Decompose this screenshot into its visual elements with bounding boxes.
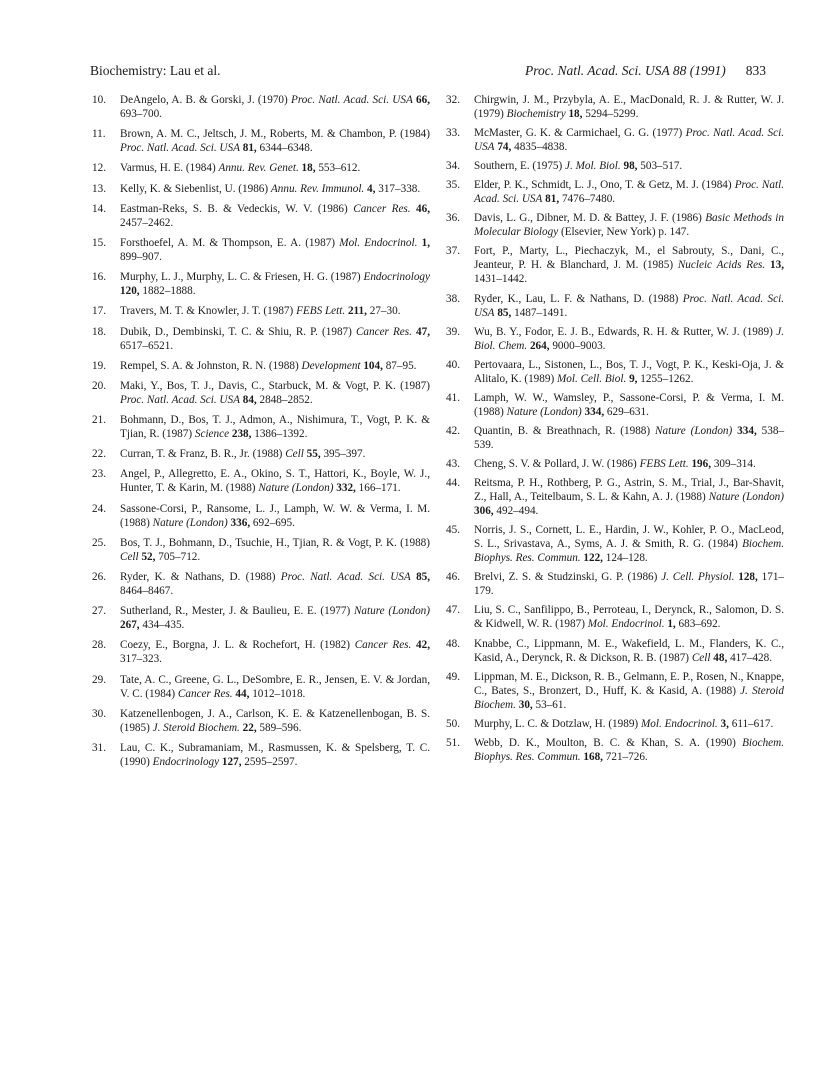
reference-item [446, 159, 784, 173]
reference-authors: DeAngelo, A. B. & Gorski, J. (1970) [120, 94, 288, 106]
reference-number: 42. [446, 424, 460, 437]
reference-authors: Quantin, B. & Breathnach, R. (1988) [474, 424, 651, 437]
reference-item [446, 736, 784, 764]
reference-item [446, 637, 784, 665]
reference-journal: Annu. Rev. Immunol. [270, 182, 365, 195]
reference-volume: 336, [230, 516, 251, 529]
reference-authors: Curran, T. & Franz, B. R., Jr. (1988) [120, 448, 283, 461]
reference-journal: Biochem. Biophys. Res. Commun. [474, 538, 785, 565]
reference-pages: 171–179. [474, 571, 785, 598]
reference-item [446, 325, 784, 353]
reference-journal: J. Steroid Biochem. [152, 721, 240, 734]
reference-pages: 2457–2462. [120, 216, 174, 229]
reference-authors: Pertovaara, L., Sistonen, L., Bos, T. J., Vogt, P. K., Keski-Oja, J. & Alitalo, K. (1989) [474, 358, 784, 385]
reference-item [92, 536, 430, 564]
reference-authors: Dubik, D., Dembinski, T. C. & Shiu, R. P. (1987) [120, 325, 352, 338]
reference-journal: Proc. Natl. Acad. Sci. USA [120, 393, 240, 406]
reference-volume: 98, [623, 160, 638, 173]
reference-volume: 306, [474, 505, 494, 518]
reference-authors: Forsthoefel, A. M. & Thompson, E. A. (1987) [120, 236, 336, 249]
reference-authors: Chirgwin, J. M., Przybyla, A. E., MacDonald, R. J. & Rutter, W. J. (1979) [474, 94, 784, 120]
reference-item [446, 391, 784, 419]
reference-authors: Sutherland, R., Mester, J. & Baulieu, E. E. (1977) [120, 605, 351, 618]
reference-journal: Mol. Endocrinol. [339, 236, 418, 249]
reference-item [446, 292, 784, 320]
reference-volume: 122, [583, 552, 603, 565]
reference-journal: Cell [285, 448, 304, 461]
reference-number: 41. [446, 391, 460, 404]
reference-item [92, 325, 430, 353]
reference-number: 51. [446, 736, 460, 749]
reference-authors: Brown, A. M. C., Jeltsch, J. M., Roberts, M. & Chambon, P. (1984) [120, 128, 430, 141]
reference-pages: 6344–6348. [259, 142, 313, 155]
reference-number: 18. [92, 325, 106, 338]
reference-number: 26. [92, 571, 106, 583]
reference-pages: 1431–1442. [474, 273, 528, 286]
reference-number: 10. [92, 94, 106, 106]
reference-authors: Murphy, L. J., Murphy, L. C. & Friesen, H. G. (1987) [120, 271, 361, 284]
reference-number: 45. [446, 524, 460, 537]
reference-item [446, 424, 784, 452]
reference-journal: Cancer Res. [353, 202, 411, 215]
reference-pages: 2848–2852. [259, 393, 313, 406]
reference-volume: 264, [529, 339, 550, 352]
reference-item [446, 211, 784, 239]
reference-authors: Travers, M. T. & Knowler, J. T. (1987) [120, 305, 294, 318]
reference-authors: Sassone-Corsi, P., Ransome, L. J., Lamph, W. W. & Verma, I. M. (1988) [120, 502, 430, 529]
reference-item [446, 93, 784, 121]
reference-volume: 66, [416, 94, 431, 106]
reference-authors: Ryder, K. & Nathans, D. (1988) [120, 571, 276, 583]
reference-journal: FEBS Lett. [296, 305, 346, 318]
reference-journal: Cell [120, 550, 139, 563]
reference-number: 27. [92, 605, 106, 618]
reference-authors: Fort, P., Marty, L., Piechaczyk, M., el Sabrouty, S., Dani, C., Jeanteur, P. H. & Blanchard, J. M. (1985) [474, 245, 784, 272]
reference-authors: McMaster, G. K. & Carmichael, G. G. (1977) [474, 127, 683, 140]
reference-item [92, 379, 430, 407]
reference-pages: 87–95. [385, 359, 417, 372]
reference-volume: 85, [497, 306, 512, 319]
reference-item [92, 707, 430, 735]
reference-number: 11. [92, 128, 106, 141]
reference-authors: Varmus, H. E. (1984) [120, 162, 216, 175]
reference-pages: 492–494. [496, 505, 539, 518]
reference-pages: 317–323. [120, 653, 162, 666]
reference-journal: Nature (London) [708, 491, 784, 504]
reference-item [92, 604, 430, 632]
reference-volume: 22, [242, 721, 257, 734]
reference-volume: 47, [416, 325, 431, 338]
reference-pages: (Elsevier, New York) p. 147. [561, 226, 690, 239]
reference-number: 16. [92, 271, 106, 284]
reference-journal: Mol. Cell. Biol. [556, 372, 627, 385]
reference-volume: 18, [301, 162, 316, 175]
reference-pages: 6517–6521. [120, 339, 174, 352]
reference-authors: Murphy, L. C. & Dotzlaw, H. (1989) [474, 717, 639, 730]
reference-journal: Basic Methods in Molecular Biology [474, 212, 784, 239]
reference-item [446, 358, 784, 386]
reference-number: 20. [92, 379, 106, 392]
header-left: Biochemistry: Lau et al. [90, 63, 221, 78]
reference-pages: 1012–1018. [252, 687, 306, 700]
reference-pages: 395–397. [323, 448, 366, 461]
reference-authors: Norris, J. S., Cornett, L. E., Hardin, J. W., Kohler, P. O., MacLeod, S. L., Srivastava, A., Syms, A. J. & Smith, R. G. (1984) [474, 524, 784, 551]
reference-journal: Nature (London) [655, 424, 733, 437]
references-column-left [92, 93, 430, 775]
reference-volume: 120, [120, 285, 140, 298]
reference-authors: Davis, L. G., Dibner, M. D. & Battey, J. F. (1986) [474, 212, 702, 225]
reference-volume: 9, [629, 372, 638, 385]
reference-volume: 128, [738, 571, 758, 584]
reference-item [92, 413, 430, 441]
reference-journal: Proc. Natl. Acad. Sci. USA [291, 94, 413, 106]
reference-volume: 48, [713, 651, 728, 664]
reference-authors: Bohmann, D., Bos, T. J., Admon, A., Nishimura, T., Vogt, P. K. & Tjian, R. (1987) [120, 414, 430, 441]
reference-authors: Maki, Y., Bos, T. J., Davis, C., Starbuck, M. & Vogt, P. K. (1987) [120, 379, 430, 392]
reference-authors: Ryder, K., Lau, L. F. & Nathans, D. (1988) [474, 292, 679, 305]
reference-journal: Biochem. Biophys. Res. Commun. [474, 736, 784, 763]
reference-number: 40. [446, 358, 460, 371]
reference-item [446, 670, 784, 712]
reference-authors: Eastman-Reks, S. B. & Vedeckis, W. V. (1986) [120, 202, 348, 215]
reference-volume: 238, [231, 428, 252, 441]
reference-authors: Liu, S. C., Sanfilippo, B., Perroteau, I., Derynck, R., Salomon, D. S. & Kidwell, W. R. (1987) [474, 604, 784, 631]
reference-volume: 42, [416, 639, 431, 652]
reference-number: 19. [92, 359, 106, 372]
reference-authors: Rempel, S. A. & Johnston, R. N. (1988) [120, 359, 299, 372]
reference-authors: Brelvi, Z. S. & Studzinski, G. P. (1986) [474, 571, 658, 584]
reference-pages: 538–539. [474, 424, 785, 451]
reference-pages: 434–435. [142, 619, 185, 632]
reference-volume: 85, [416, 571, 431, 583]
reference-journal: Science [194, 428, 230, 441]
reference-volume: 1, [667, 618, 676, 631]
reference-pages: 683–692. [678, 618, 721, 631]
reference-journal: Proc. Natl. Acad. Sci. USA [120, 142, 240, 155]
reference-volume: 81, [545, 193, 560, 206]
reference-journal: Proc. Natl. Acad. Sci. USA [474, 292, 785, 319]
reference-item [92, 502, 430, 530]
reference-journal: Proc. Natl. Acad. Sci. USA [280, 571, 411, 583]
reference-number: 13. [92, 182, 106, 195]
reference-journal: J. Cell. Physiol. [661, 571, 735, 584]
reference-pages: 124–128. [605, 552, 648, 565]
reference-journal: Nature (London) [152, 516, 228, 529]
reference-number: 49. [446, 670, 460, 683]
reference-volume: 74, [497, 141, 512, 154]
reference-authors: Bos, T. J., Bohmann, D., Tsuchie, H., Tjian, R. & Vogt, P. K. (1988) [120, 536, 430, 549]
reference-number: 36. [446, 212, 460, 225]
page-number: 833 [745, 63, 766, 78]
references-column-right [446, 93, 784, 769]
reference-authors: Angel, P., Allegretto, E. A., Okino, S. T., Hattori, K., Boyle, W. J., Hunter, T. & Karin, M. (1988) [120, 468, 430, 495]
header-right [525, 63, 766, 79]
reference-number: 31. [92, 741, 106, 754]
reference-journal: Mol. Endocrinol. [587, 618, 665, 631]
reference-pages: 27–30. [369, 305, 401, 318]
reference-item [92, 741, 430, 769]
reference-number: 47. [446, 604, 460, 617]
reference-number: 44. [446, 477, 460, 490]
reference-volume: 30, [518, 698, 533, 711]
reference-volume: 334, [737, 424, 757, 437]
reference-item [446, 570, 784, 598]
reference-pages: 1255–1262. [640, 372, 694, 385]
reference-item [446, 126, 784, 154]
reference-authors: Knabbe, C., Lippmann, M. E., Wakefield, L. M., Flanders, K. C., Kasid, A., Derynck, R. & Dickson, R. B. (1987) [474, 637, 784, 664]
reference-journal: Nature (London) [353, 605, 430, 618]
reference-volume: 168, [583, 750, 603, 763]
reference-authors: Katzenellenbogen, J. A., Carlson, K. E. & Katzenellenbogan, B. S. (1985) [120, 707, 430, 734]
reference-journal: Development [301, 359, 361, 372]
reference-pages: 309–314. [713, 458, 756, 471]
reference-volume: 84, [242, 393, 257, 406]
reference-authors: Tate, A. C., Greene, G. L., DeSombre, E. R., Jensen, E. V. & Jordan, V. C. (1984) [120, 673, 430, 700]
reference-pages: 7476–7480. [561, 193, 616, 206]
reference-item [446, 244, 784, 286]
reference-journal: Nature (London) [258, 482, 334, 495]
running-header [90, 63, 766, 83]
reference-item [92, 467, 430, 495]
reference-number: 21. [92, 414, 106, 427]
reference-authors: Coezy, E., Borgna, J. L. & Rochefort, H. (1982) [120, 639, 350, 652]
reference-item [446, 178, 784, 206]
reference-number: 14. [92, 202, 106, 215]
reference-journal: J. Biol. Chem. [474, 325, 784, 352]
reference-pages: 693–700. [120, 108, 162, 120]
reference-item [92, 673, 430, 701]
reference-number: 50. [446, 717, 460, 730]
reference-number: 12. [92, 162, 106, 175]
reference-item [446, 457, 784, 471]
reference-journal: Cancer Res. [177, 687, 233, 700]
reference-pages: 1386–1392. [254, 428, 308, 441]
reference-pages: 166–171. [358, 482, 401, 495]
reference-volume: 334, [584, 405, 605, 418]
reference-number: 17. [92, 305, 106, 318]
reference-volume: 4, [367, 182, 376, 195]
reference-item [92, 202, 430, 230]
reference-pages: 4835–4838. [514, 141, 568, 154]
reference-authors: Cheng, S. V. & Pollard, J. W. (1986) [474, 458, 637, 471]
reference-item [92, 182, 430, 196]
reference-pages: 589–596. [259, 721, 302, 734]
reference-authors: Southern, E. (1975) [474, 160, 563, 173]
reference-journal: FEBS Lett. [639, 458, 689, 471]
reference-number: 32. [446, 94, 460, 106]
reference-authors: Elder, P. K., Schmidt, L. J., Ono, T. & Getz, M. J. (1984) [474, 179, 732, 192]
reference-journal: Cancer Res. [354, 639, 412, 652]
reference-authors: Wu, B. Y., Fodor, E. J. B., Edwards, R. H. & Rutter, W. J. (1989) [474, 325, 773, 338]
reference-number: 37. [446, 245, 460, 258]
reference-journal: Biochemistry [506, 108, 566, 120]
reference-authors: Webb, D. K., Moulton, B. C. & Khan, S. A. (1990) [474, 736, 736, 749]
reference-pages: 721–726. [605, 750, 648, 763]
reference-item [92, 127, 430, 155]
reference-pages: 2595–2597. [244, 755, 298, 768]
reference-number: 43. [446, 458, 460, 471]
reference-item [446, 603, 784, 631]
reference-journal: Nature (London) [506, 405, 582, 418]
reference-number: 38. [446, 292, 460, 305]
reference-journal: Endocrinology [152, 755, 220, 768]
reference-item [446, 476, 784, 518]
reference-volume: 52, [141, 550, 156, 563]
reference-number: 35. [446, 179, 460, 192]
reference-volume: 44, [235, 687, 250, 700]
reference-volume: 267, [120, 619, 140, 632]
reference-journal: Proc. Natl. Acad. Sci. USA [474, 179, 784, 206]
reference-volume: 127, [221, 755, 242, 768]
reference-journal: Annu. Rev. Genet. [218, 162, 299, 175]
reference-pages: 503–517. [640, 160, 683, 173]
reference-number: 23. [92, 468, 106, 481]
reference-volume: 3, [720, 717, 729, 730]
reference-authors: Lau, C. K., Subramaniam, M., Rasmussen, K. & Spelsberg, T. C. (1990) [120, 741, 430, 768]
reference-number: 22. [92, 448, 106, 461]
reference-volume: 211, [347, 305, 367, 318]
reference-pages: 692–695. [252, 516, 295, 529]
reference-number: 28. [92, 639, 106, 652]
reference-item [92, 570, 430, 598]
reference-pages: 1487–1491. [514, 306, 568, 319]
reference-journal: J. Mol. Biol. [565, 160, 621, 173]
reference-item [92, 161, 430, 175]
reference-number: 39. [446, 325, 460, 338]
reference-journal: Nucleic Acids Res. [677, 259, 766, 272]
reference-number: 33. [446, 127, 460, 140]
reference-number: 15. [92, 236, 106, 249]
reference-number: 30. [92, 707, 106, 720]
reference-journal: Mol. Endocrinol. [640, 717, 718, 730]
reference-item [92, 304, 430, 318]
reference-pages: 1882–1888. [142, 285, 196, 298]
reference-authors: Lippman, M. E., Dickson, R. B., Gelmann, E. P., Rosen, N., Knappe, C., Bates, S., Bronzert, D., Huff, K. & Kasid, A. (1988) [474, 670, 784, 697]
reference-item [92, 236, 430, 264]
reference-journal: Cell [691, 651, 711, 664]
header-journal: Proc. Natl. Acad. Sci. USA 88 (1991) [525, 63, 726, 78]
reference-item [92, 270, 430, 298]
reference-authors: Lamph, W. W., Wamsley, P., Sassone-Corsi, P. & Verma, I. M. (1988) [474, 391, 784, 418]
reference-volume: 332, [336, 482, 356, 495]
reference-item [92, 447, 430, 461]
reference-volume: 1, [421, 236, 430, 249]
reference-authors: Kelly, K. & Siebenlist, U. (1986) [120, 182, 269, 195]
reference-pages: 8464–8467. [120, 585, 174, 597]
reference-pages: 705–712. [158, 550, 201, 563]
reference-volume: 81, [242, 142, 257, 155]
reference-item [446, 523, 784, 565]
reference-pages: 899–907. [120, 250, 162, 263]
reference-pages: 611–617. [731, 717, 774, 730]
reference-pages: 53–61. [535, 698, 567, 711]
reference-number: 29. [92, 673, 106, 686]
reference-pages: 629–631. [606, 405, 649, 418]
reference-volume: 104, [363, 359, 383, 372]
reference-pages: 553–612. [318, 162, 361, 175]
reference-item [92, 638, 430, 666]
reference-journal: Endocrinology [363, 271, 430, 284]
reference-volume: 196, [691, 458, 712, 471]
reference-pages: 317–338. [378, 182, 421, 195]
reference-authors: Reitsma, P. H., Rothberg, P. G., Astrin, S. M., Trial, J., Bar-Shavit, Z., Hall, A., Teitelbaum, S. L. & Kahn, A. J. (1988) [474, 477, 784, 504]
reference-pages: 417–428. [730, 651, 773, 664]
reference-volume: 18, [568, 108, 583, 120]
reference-item [92, 93, 430, 121]
reference-pages: 5294–5299. [585, 108, 639, 120]
reference-number: 46. [446, 571, 460, 584]
reference-number: 24. [92, 502, 106, 515]
reference-volume: 13, [770, 259, 784, 272]
reference-volume: 55, [306, 448, 321, 461]
reference-volume: 46, [416, 202, 431, 215]
reference-journal: Proc. Natl. Acad. Sci. USA [474, 127, 784, 154]
reference-number: 25. [92, 536, 106, 549]
reference-journal: Cancer Res. [355, 325, 412, 338]
reference-number: 48. [446, 637, 460, 650]
reference-item [446, 717, 784, 731]
reference-number: 34. [446, 160, 460, 173]
reference-pages: 9000–9003. [552, 339, 606, 352]
reference-journal: J. Steroid Biochem. [474, 684, 784, 711]
reference-item [92, 359, 430, 373]
